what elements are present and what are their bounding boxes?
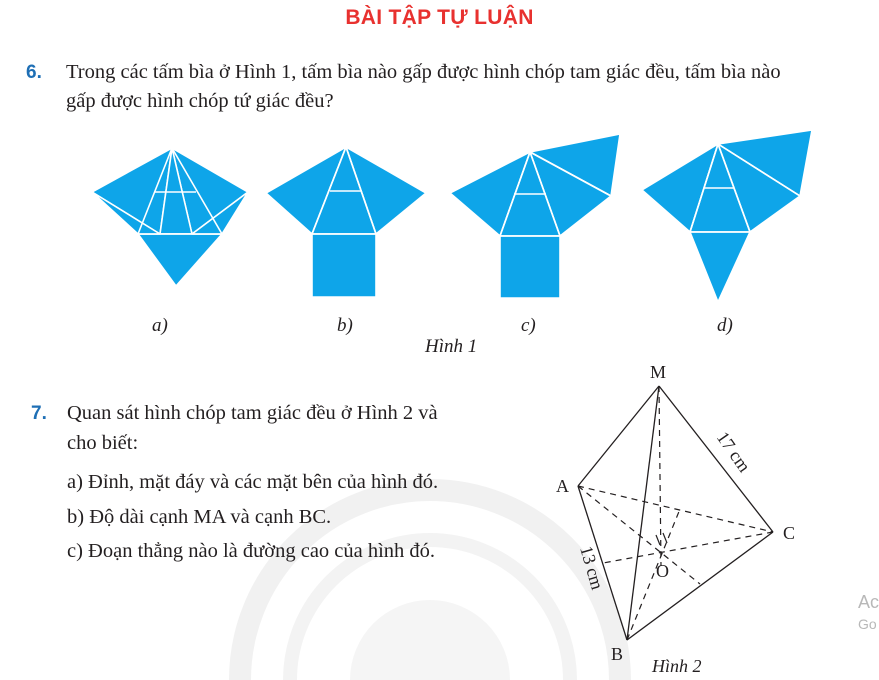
question-7-part-a: a) Đỉnh, mặt đáy và các mặt bên của hình đó. (67, 471, 439, 493)
question-6-text-line1: Trong các tấm bìa ở Hình 1, tấm bìa nào gấp được hình chóp tam giác đều, tấm bìa nào (66, 61, 781, 83)
question-7-part-b: b) Độ dài cạnh MA và cạnh BC. (67, 506, 332, 528)
question-6-text-line2: gấp được hình chóp tứ giác đều? (66, 90, 334, 112)
figure-1-label-d: d) (717, 315, 733, 336)
question-6-number: 6. (26, 62, 42, 83)
vertex-o-label: O (656, 561, 669, 581)
question-7-part-c: c) Đoạn thẳng nào là đường cao của hình đó. (67, 540, 436, 562)
vertex-c-label: C (783, 523, 796, 543)
edge-mb (627, 386, 659, 640)
question-7-number: 7. (31, 403, 47, 424)
figure-1-caption: Hình 1 (425, 336, 478, 357)
overlay-line-1: Ac (858, 592, 879, 612)
question-7-text-line2: cho biết: (67, 432, 139, 454)
overlay-line-2: Go (858, 616, 877, 632)
vertex-b-label: B (611, 644, 624, 664)
figure-1-label-a: a) (152, 315, 168, 336)
vertex-a-label: A (556, 476, 569, 496)
height-mo (659, 386, 661, 566)
edge-ma (578, 386, 659, 486)
figure-1-label-b: b) (337, 315, 353, 336)
figure-1-label-c: c) (521, 315, 536, 336)
edge-bc-length: 13 cm (576, 543, 608, 592)
edge-mc (659, 386, 773, 532)
vertex-m-label: M (650, 362, 667, 382)
median-from-c (603, 532, 773, 563)
question-7-text-line1: Quan sát hình chóp tam giác đều ở Hình 2 và (67, 402, 438, 424)
figure-2-caption: Hình 2 (652, 656, 702, 676)
edge-ma-length: 17 cm (712, 427, 755, 476)
section-title: BÀI TẬP TỰ LUẬN (345, 6, 534, 29)
